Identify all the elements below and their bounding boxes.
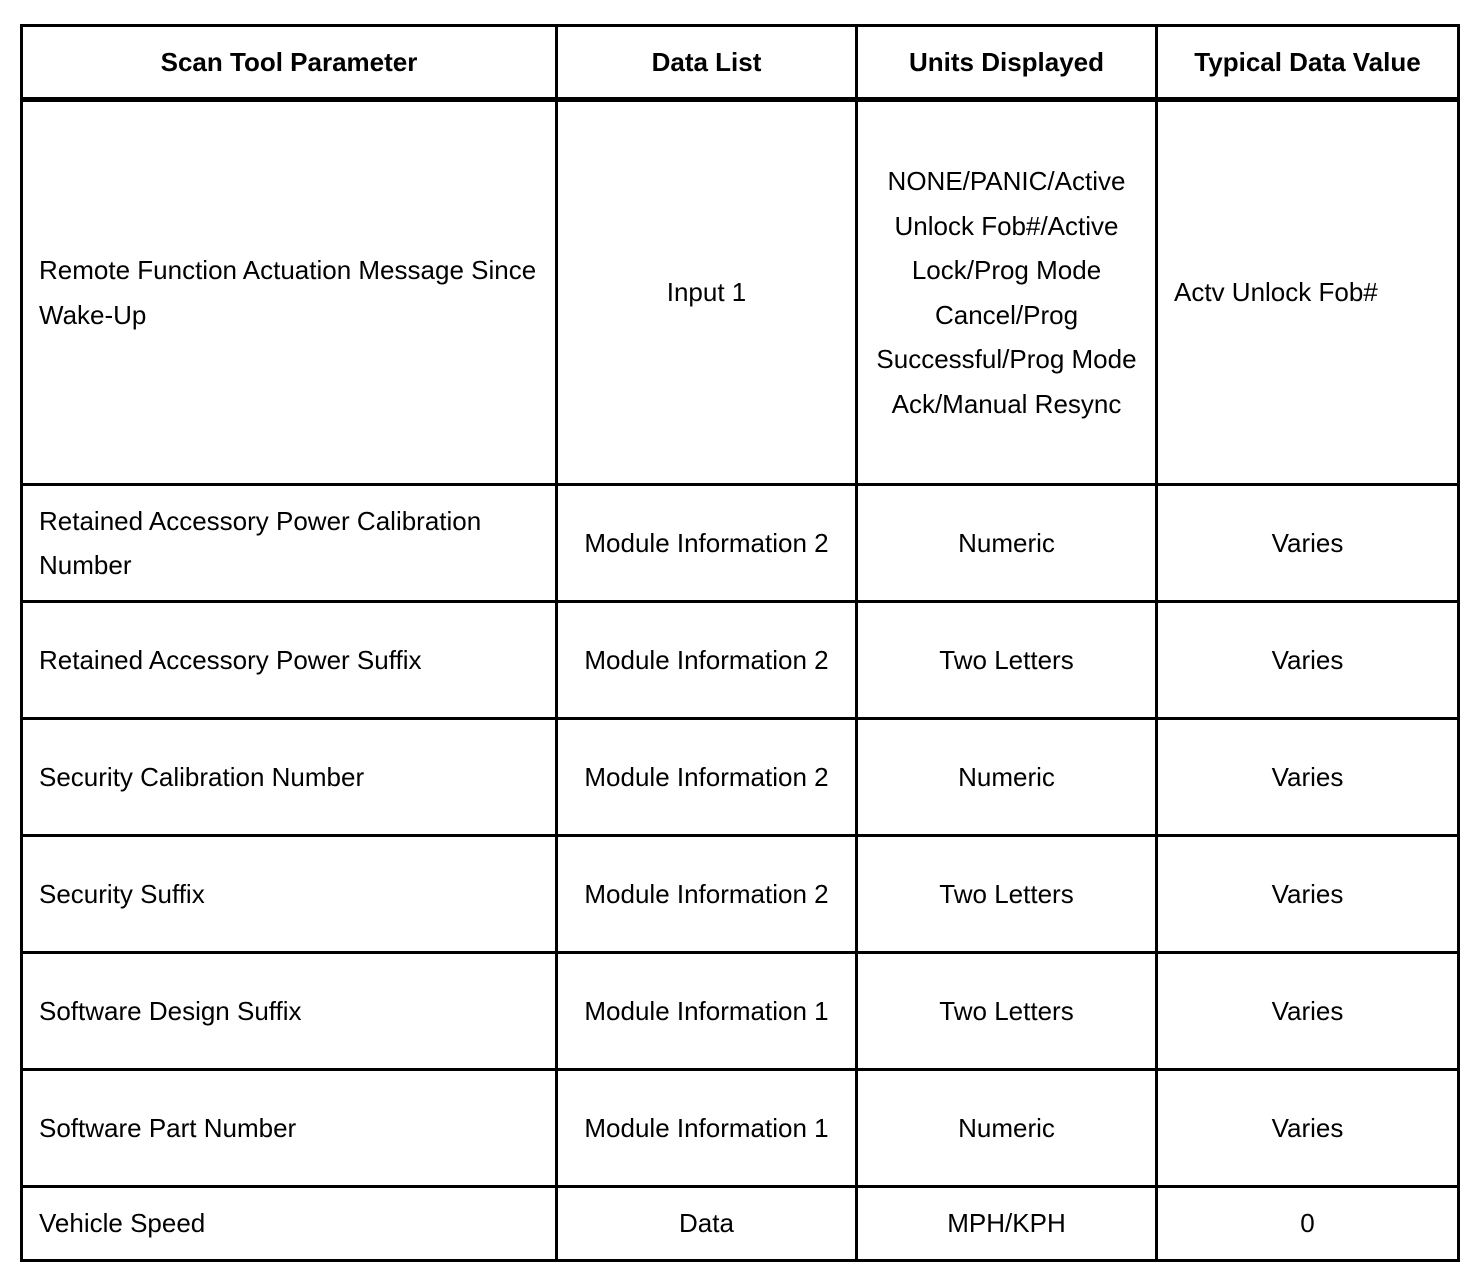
header-row — [22, 26, 1459, 100]
cell-units: Two Letters — [857, 953, 1157, 1070]
cell-value: Varies — [1157, 485, 1459, 602]
cell-value: Actv Unlock Fob# — [1157, 100, 1459, 485]
table-row — [22, 953, 1459, 1070]
table-row — [22, 100, 1459, 485]
cell-parameter: Software Design Suffix — [22, 953, 557, 1070]
cell-data-list: Module Information 2 — [557, 485, 857, 602]
cell-parameter: Software Part Number — [22, 1070, 557, 1187]
table-row — [22, 836, 1459, 953]
scan-tool-data-table — [20, 24, 1460, 1262]
table-row — [22, 1187, 1459, 1261]
cell-value: Varies — [1157, 953, 1459, 1070]
cell-units: Two Letters — [857, 836, 1157, 953]
cell-parameter: Remote Function Actuation Message Since Wake-Up — [22, 100, 557, 485]
cell-data-list: Module Information 2 — [557, 836, 857, 953]
cell-data-list: Input 1 — [557, 100, 857, 485]
header-scan-tool-parameter: Scan Tool Parameter — [22, 26, 557, 100]
cell-value: Varies — [1157, 719, 1459, 836]
cell-parameter: Vehicle Speed — [22, 1187, 557, 1261]
table-row — [22, 1070, 1459, 1187]
cell-parameter: Retained Accessory Power Suffix — [22, 602, 557, 719]
header-typical-data-value: Typical Data Value — [1157, 26, 1459, 100]
cell-value: Varies — [1157, 1070, 1459, 1187]
cell-data-list: Data — [557, 1187, 857, 1261]
cell-units: Numeric — [857, 719, 1157, 836]
table-row — [22, 602, 1459, 719]
cell-value: 0 — [1157, 1187, 1459, 1261]
table-row — [22, 485, 1459, 602]
cell-parameter: Retained Accessory Power Calibration Number — [22, 485, 557, 602]
cell-parameter: Security Suffix — [22, 836, 557, 953]
table-row — [22, 719, 1459, 836]
cell-value: Varies — [1157, 602, 1459, 719]
cell-units: NONE/PANIC/Active Unlock Fob#/Active Lock/Prog Mode Cancel/Prog Successful/Prog Mode Ack/Manual Resync — [857, 100, 1157, 485]
cell-data-list: Module Information 1 — [557, 1070, 857, 1187]
cell-parameter: Security Calibration Number — [22, 719, 557, 836]
cell-data-list: Module Information 1 — [557, 953, 857, 1070]
header-data-list: Data List — [557, 26, 857, 100]
cell-data-list: Module Information 2 — [557, 719, 857, 836]
cell-units: Numeric — [857, 485, 1157, 602]
cell-units: Numeric — [857, 1070, 1157, 1187]
cell-value: Varies — [1157, 836, 1459, 953]
header-units-displayed: Units Displayed — [857, 26, 1157, 100]
cell-units: MPH/KPH — [857, 1187, 1157, 1261]
cell-units: Two Letters — [857, 602, 1157, 719]
cell-data-list: Module Information 2 — [557, 602, 857, 719]
